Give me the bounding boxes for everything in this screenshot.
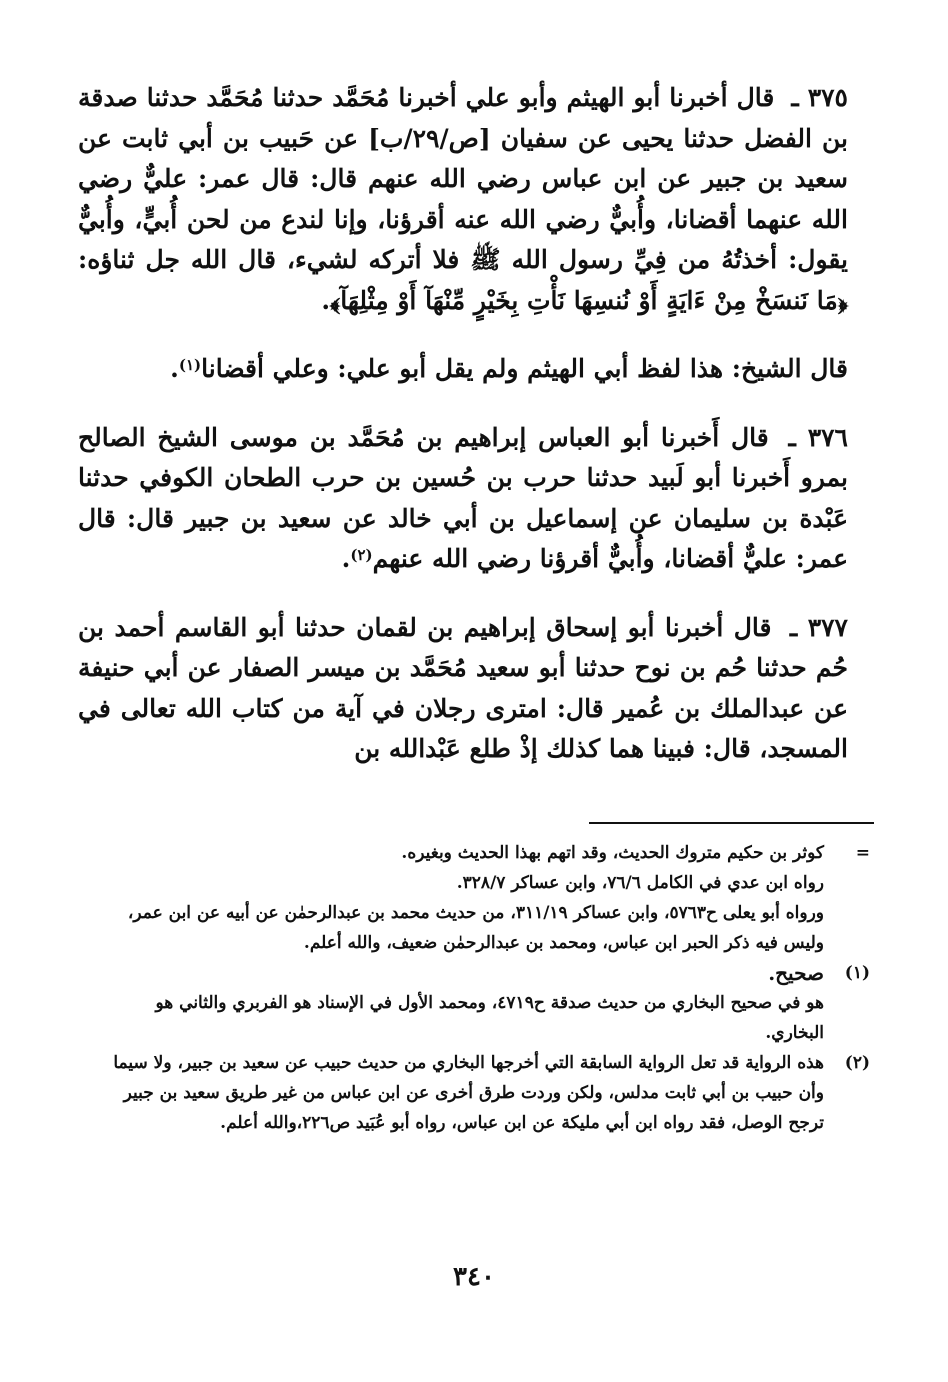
- footnote-2: [100, 1048, 870, 1138]
- footnote-mark: (١): [844, 963, 870, 983]
- hadith-377: [78, 608, 848, 770]
- hadith-375: [78, 78, 848, 321]
- footnote-mark: (٢): [844, 1053, 870, 1073]
- hadith-text: قال أَخبرنا أبو العباس إبراهيم بن مُحَمَّد بن موسى الشيخ الصالح بمرو أَخبرنا أبو لَبيد حدثنا حرب بن حُسين بن حرب الطحان الكوفي حدثنا عَبْدة بن سليمان عن إسماعيل بن أبي خالد عن سعيد بن جبير قال: قال عمر: عليٌّ أقضانا، وأُبيٌّ أقرؤنا رضي الله عنهم: [78, 422, 848, 573]
- footnote-text: هذه الرواية قد تعل الرواية السابقة التي أخرجها البخاري من حديث حبيب عن سعيد بن جبير، ولا سيما وأن حبيب بن أبي ثابت مدلس، ولكن وردت طرق أخرى عن ابن عباس من غير طريق سعيد بن جبير ترجح الوصل، فقد رواه ابن أبي مليكة عن ابن عباس، رواه أبو عُبَيد ص٢٢٦،والله أعلم.: [113, 1053, 824, 1133]
- hadith-number: ٣٧٦ ـ: [788, 422, 848, 452]
- footnote-heading: صحيح.: [768, 961, 824, 985]
- remark-text: قال الشيخ: هذا لفظ أبي الهيثم ولم يقل أبو علي: وعلي أقضانا: [201, 354, 848, 383]
- continuation-mark: =: [855, 843, 870, 863]
- hadith-number: ٣٧٧ ـ: [789, 612, 848, 642]
- sheikh-remark: [78, 349, 848, 390]
- main-text: [78, 78, 848, 770]
- footnote-line: ورواه أبو يعلى ح٥٧٦٣، وابن عساكر ٣١١/١٩، من حديث محمد بن عبدالرحمٰن عن أبيه عن ابن عمر، وليس فيه ذكر الحبر ابن عباس، ومحمد بن عبدالرحمٰن ضعيف، والله أعلم.: [127, 903, 824, 953]
- hadith-376: [78, 418, 848, 580]
- footnote-continuation: [100, 838, 870, 958]
- footnote-ref-2[interactable]: (٢): [350, 546, 373, 564]
- hadith-end: .: [341, 544, 351, 573]
- hadith-text: قال أخبرنا أبو الهيثم وأبو علي أخبرنا مُحَمَّد حدثنا مُحَمَّد حدثنا صدقة بن الفضل حدثنا يحيى عن سفيان [ص/٢٩/ب] عن حَبيب بن أبي ثابت عن سعيد بن جبير عن ابن عباس رضي الله عنهم قال: قال عمر: عليٌّ رضي الله عنهما أقضانا، وأُبيٌّ رضي الله عنه أقرؤنا، وإنا لندع من لحن أُبيٍّ، وأُبيٌّ يقول: أخذتُهُ من فِيِّ رسول الله ﷺ فلا أتركه لشيء، قال الله جل ثناؤه: ﴿مَا نَنسَخْ مِنْ ءَايَةٍ أَوْ نُنسِهَا نَأْتِ بِخَيْرٍ مِّنْهَآ أَوْ مِثْلِهَآ﴾.: [78, 83, 849, 315]
- hadith-text: قال أخبرنا أبو إسحاق إبراهيم بن لقمان حدثنا أبو القاسم أحمد بن حُم حدثنا حُم بن نوح حدثنا أبو سعيد مُحَمَّد بن ميسر الصفار عن أبي حنيفة عن عبدالملك بن عُمير قال: امترى رجلان في آية من كتاب الله تعالى في المسجد، قال: فبينا هما كذلك إذْ طلع عَبْدالله بن: [78, 612, 848, 763]
- footnote-1: [100, 958, 870, 1048]
- hadith-number: ٣٧٥ ـ: [791, 83, 848, 112]
- footnote-line: كوثر بن حكيم متروك الحديث، وقد اتهم بهذا الحديث وبغيره.: [401, 843, 824, 863]
- remark-end: .: [170, 354, 179, 383]
- page-number: ٣٤٠: [453, 1262, 495, 1292]
- footnote-divider: [589, 822, 874, 824]
- footnote-ref-1[interactable]: (١): [178, 356, 202, 374]
- footnotes: [100, 838, 870, 1138]
- footnote-text: هو في صحيح البخاري من حديث صدقة ح٤٧١٩، ومحمد الأول في الإسناد هو الفربري والثاني هو البخاري.: [155, 993, 824, 1043]
- footnote-line: رواه ابن عدي في الكامل ٧٦/٦، وابن عساكر ٣٢٨/٧.: [456, 873, 824, 893]
